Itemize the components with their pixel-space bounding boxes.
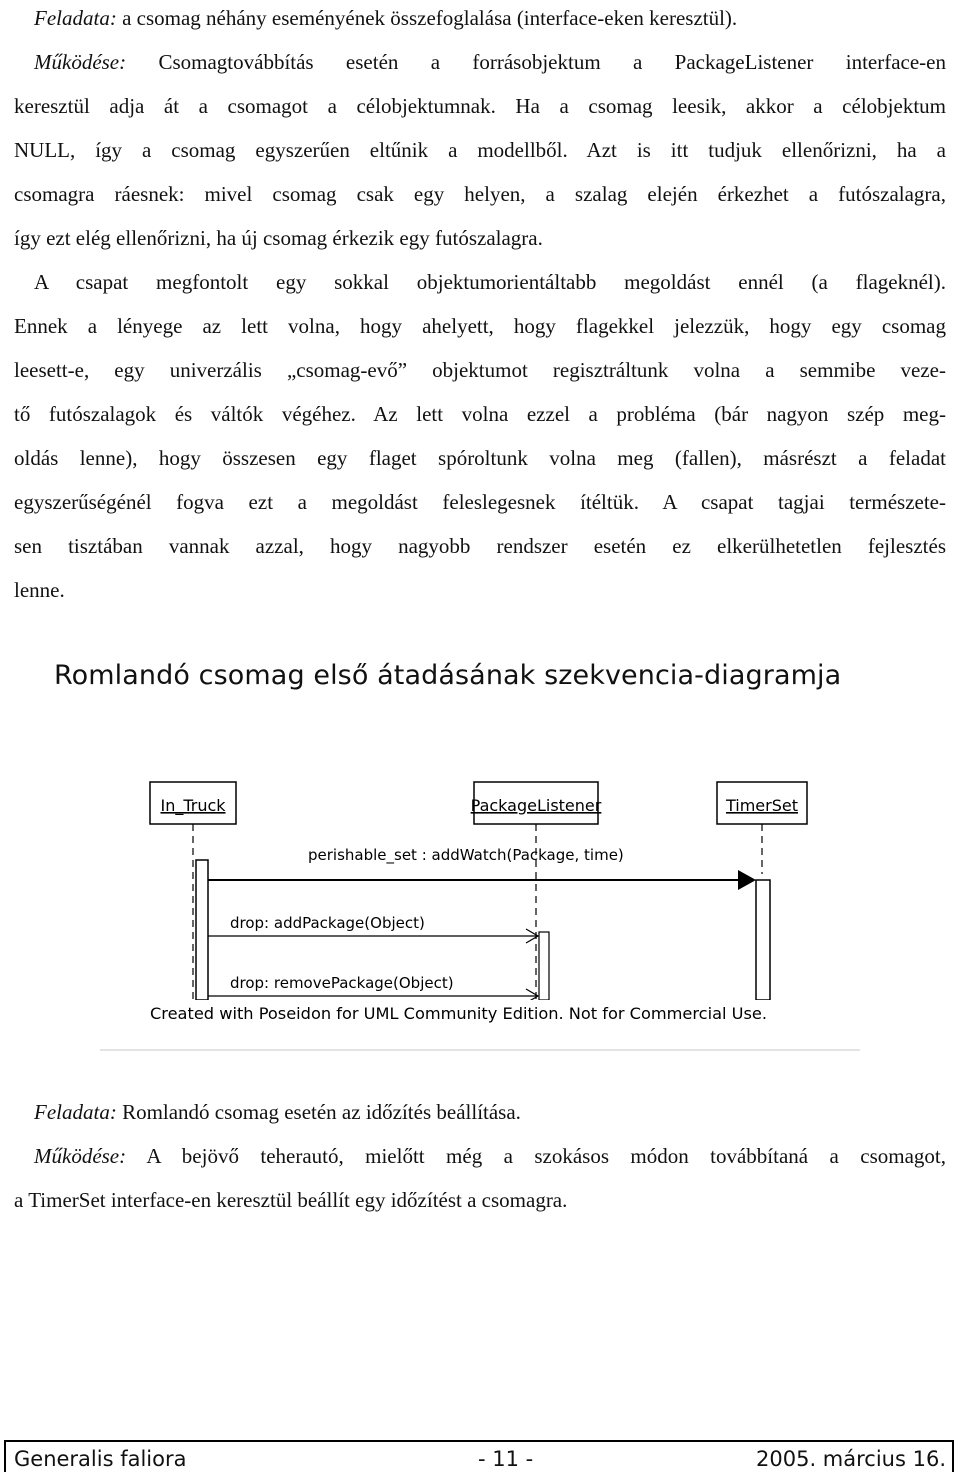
paragraph-line: Ennek a lényege az lett volna, hogy ahelyett, hogy flagekkel jelezzük, hogy egy csomag [14, 314, 946, 338]
mukodese-label: Működése: [34, 50, 127, 74]
feladata-label: Feladata: [34, 6, 117, 30]
footer-border-right [952, 1442, 954, 1472]
paragraph-line: sen tisztában vannak azzal, hogy nagyobb rendszer esetén ez elkerülhetetlen fejlesztés [14, 534, 946, 558]
paragraph-line: keresztül adja át a csomagot a célobjektumnak. Ha a csomag leesik, akkor a célobjektum [14, 94, 946, 118]
activation-in-truck [196, 860, 208, 1000]
page-number: - 11 - [478, 1447, 534, 1471]
mukodese-line [14, 40, 946, 84]
section-1 [14, 0, 946, 612]
paragraph-line: lenne. [14, 578, 65, 602]
paragraph-line: a TimerSet interface-en keresztül beállít egy időzítést a csomagra. [14, 1188, 568, 1212]
paragraph-line: leesett-e, egy univerzális „csomag-evő” objektumot regisztráltunk volna a semmibe veze- [14, 358, 946, 382]
mukodese-text: Csomagtovábbítás esetén a forrásobjektum a PackageListener interface-en [126, 50, 946, 74]
paragraph-line: így ezt elég ellenőrizni, ha új csomag érkezik egy futószalagra. [14, 226, 543, 250]
object-label-timerset: TimerSet [725, 796, 799, 815]
footer-border-left [4, 1442, 6, 1472]
message-label-addwatch: perishable_set : addWatch(Package, time) [308, 846, 624, 864]
feladata-label: Feladata: [34, 1100, 117, 1124]
object-label-in-truck: In_Truck [160, 796, 226, 815]
arrowhead-filled [738, 870, 756, 890]
feladata-text: Romlandó csomag esetén az időzítés beállítása. [116, 1100, 521, 1124]
separator-line [100, 1049, 860, 1051]
page-footer [4, 1440, 954, 1472]
object-label-packagelistener: PackageListener [470, 796, 602, 815]
paragraph-line: NULL, így a csomag egyszerűen eltűnik a modellből. Azt is itt tudjuk ellenőrizni, ha a [14, 138, 946, 162]
paragraph-line: tő futószalagok és váltók végéhez. Az lett volna ezzel a probléma (bár nagyon szép meg- [14, 402, 946, 426]
mukodese-text: A bejövő teherautó, mielőtt még a szokásos módon továbbítaná a csomagot, [126, 1144, 946, 1168]
section-2 [14, 1090, 946, 1222]
activation-packagelistener [539, 932, 549, 1000]
footer-date: 2005. március 16. [756, 1447, 946, 1471]
paragraph-line: A csapat megfontolt egy sokkal objektumorientáltabb megoldást ennél (a flageknél). [34, 270, 946, 294]
message-label-removepackage: drop: removePackage(Object) [230, 974, 454, 992]
paragraph-line: oldás lenne), hogy összesen egy flaget spóroltunk volna meg (fallen), másrészt a feladat [14, 446, 946, 470]
watermark-text: Created with Poseidon for UML Community Edition. Not for Commercial Use. [150, 1004, 768, 1023]
activation-timerset [756, 880, 770, 1000]
feladata-text: a csomag néhány eseményének összefoglalása (interface-eken keresztül). [116, 6, 738, 30]
message-label-addpackage: drop: addPackage(Object) [230, 914, 425, 932]
section-heading: Romlandó csomag első átadásának szekvencia-diagramja [54, 660, 842, 691]
paragraph-line: csomagra ráesnek: mivel csomag csak egy helyen, a szalag elején érkezhet a futószalagra, [14, 182, 946, 206]
mukodese-line [14, 1134, 946, 1178]
paragraph-line: egyszerűségénél fogva ezt a megoldást feleslegesnek ítéltük. A csapat tagjai természete- [14, 490, 946, 514]
feladata-line [14, 1090, 946, 1134]
mukodese-label: Működése: [34, 1144, 127, 1168]
sequence-diagram [140, 770, 840, 1030]
footer-left-text: Generalis faliora [14, 1447, 187, 1471]
feladata-line [14, 0, 946, 40]
